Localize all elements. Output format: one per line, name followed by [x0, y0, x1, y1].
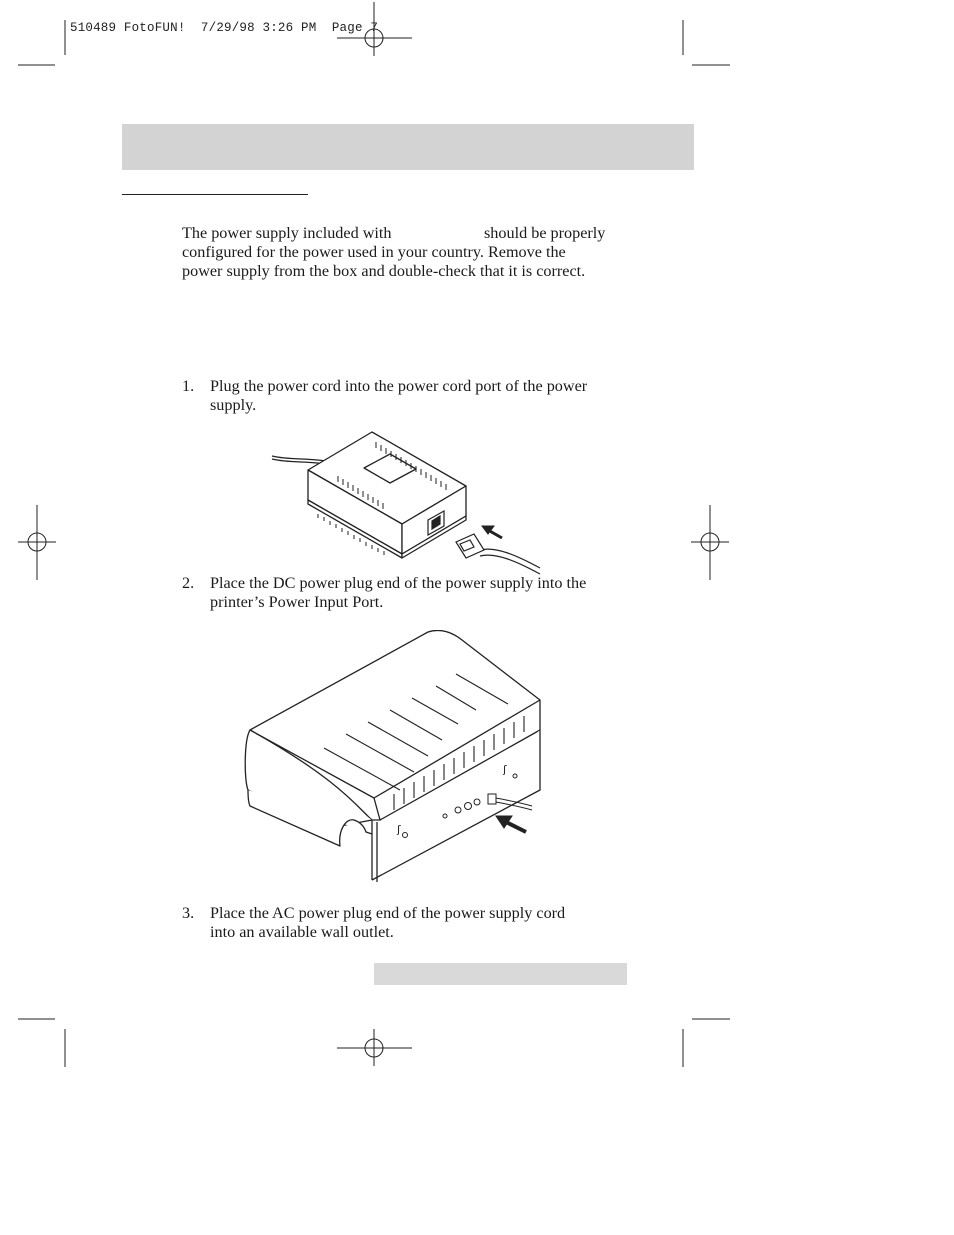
- step-2-number: 2.: [182, 574, 195, 592]
- step-2-line-2: printer’s Power Input Port.: [210, 593, 384, 611]
- step-1-number: 1.: [182, 377, 195, 395]
- step-2-line-1: Place the DC power plug end of the power supply into the: [210, 574, 587, 592]
- step-3-number: 3.: [182, 904, 195, 922]
- header-bar: [122, 124, 694, 170]
- svg-text:ʃ: ʃ: [397, 823, 401, 836]
- power-supply-illustration-icon: [268, 428, 543, 576]
- intro-line-1b: should be properly: [484, 224, 606, 242]
- step-1-line-2: supply.: [210, 396, 257, 414]
- print-slug: 510489 FotoFUN! 7/29/98 3:26 PM Page 7: [70, 21, 379, 35]
- step-1-line-1: Plug the power cord into the power cord port of the power: [210, 377, 588, 395]
- intro-line-1a: The power supply included with: [182, 224, 392, 242]
- step-3-line-2: into an available wall outlet.: [210, 923, 394, 941]
- intro-line-2: configured for the power used in your country. Remove the: [182, 243, 566, 261]
- step-3-line-1: Place the AC power plug end of the power supply cord: [210, 904, 566, 922]
- registration-target-bottom: [337, 1029, 412, 1066]
- intro-line-3: power supply from the box and double-check that it is correct.: [182, 262, 586, 280]
- registration-target-left: [18, 505, 56, 580]
- svg-text:ʃ: ʃ: [503, 763, 507, 776]
- footer-bar: [374, 963, 627, 985]
- printer-illustration-icon: [240, 630, 550, 888]
- registration-target-right: [691, 505, 729, 580]
- section-rule: [122, 194, 308, 195]
